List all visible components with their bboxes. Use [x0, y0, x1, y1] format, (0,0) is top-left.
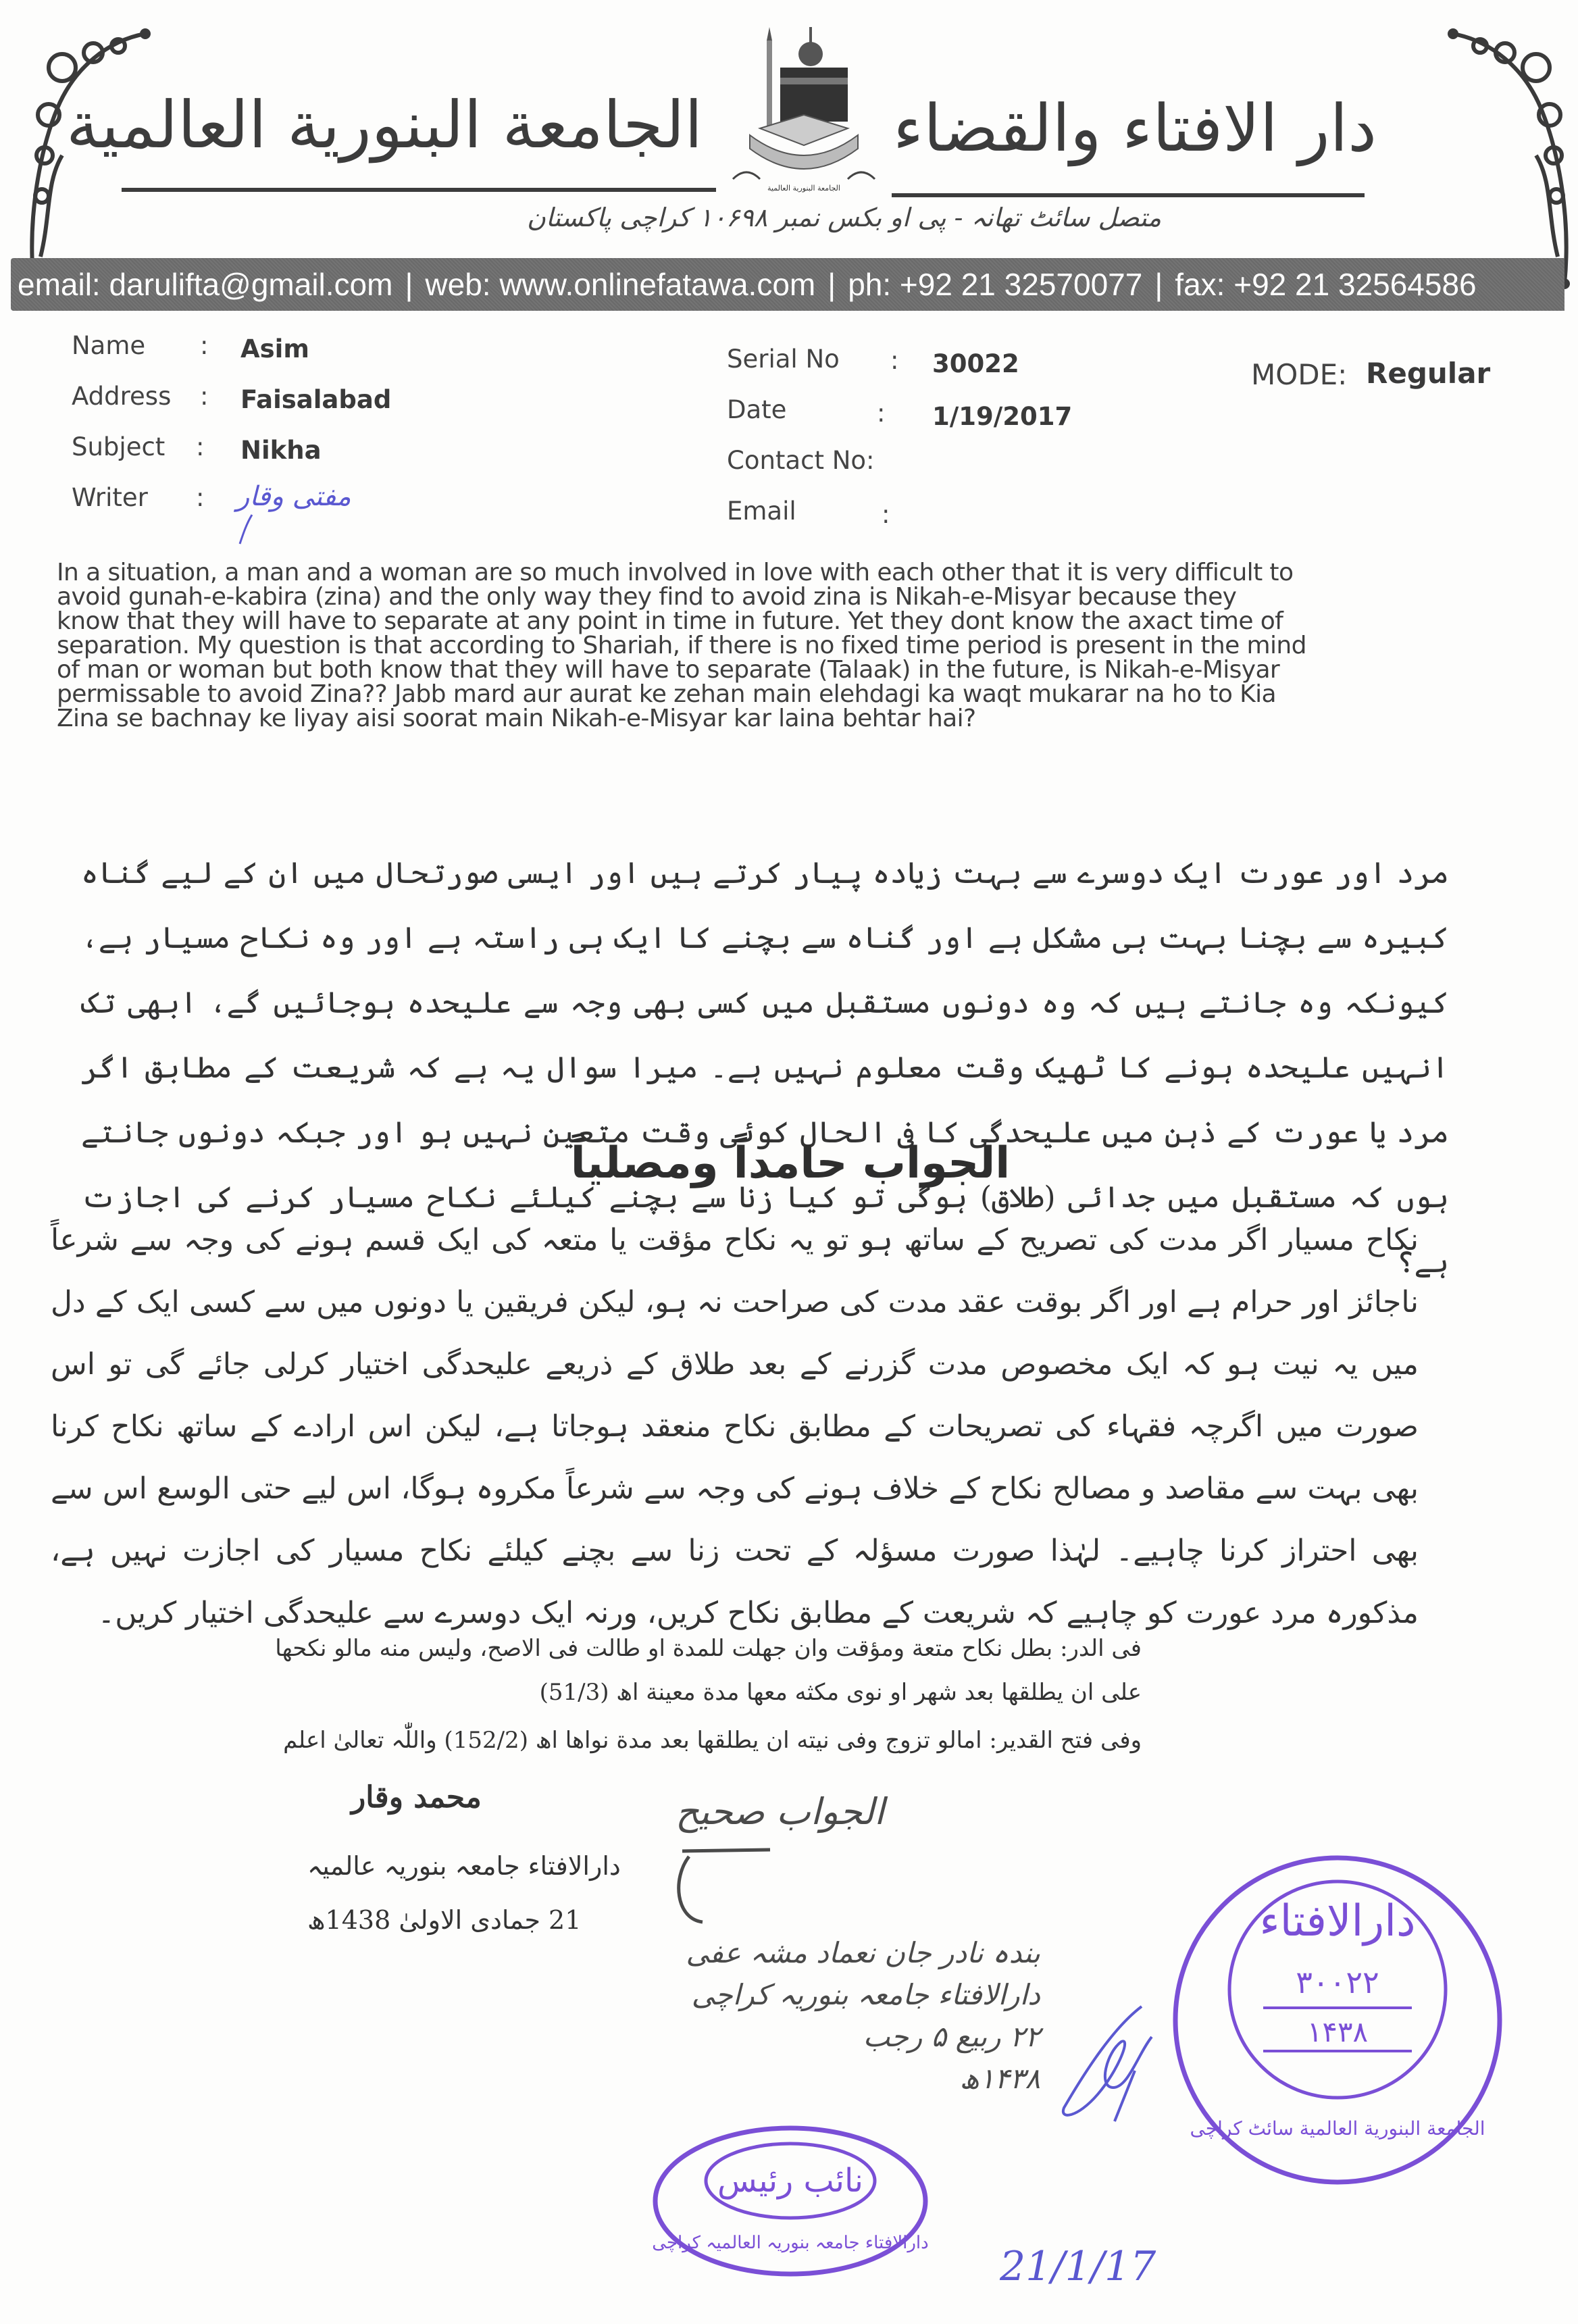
round-stamp-title: دارالافتاء	[1259, 1896, 1416, 1946]
round-stamp	[1162, 1851, 1513, 2189]
university-title-arabic: الجامعة البنورية العالمية	[66, 87, 703, 163]
answer-hijri-date: 21 جمادی الاولیٰ 1438ھ	[307, 1905, 582, 1935]
serial-value: 30022	[932, 349, 1019, 378]
contact-phone: ph: +92 21 32570077	[848, 267, 1143, 302]
writer-label: Writer	[72, 483, 148, 512]
answer-heading: الجواب حامداً ومصلیاً	[570, 1138, 1011, 1188]
header-rule-left	[122, 188, 716, 192]
question-english	[57, 561, 1475, 731]
serial-label: Serial No	[727, 345, 840, 374]
question-urdu: مرد اور عورت ایک دوسرے سے بہت زیادہ پیار کرتے ہیں اور ایسی صورتحال میں ان کے لیے گناہ کبیرہ سے بچنا بہت ہی مشکل ہے اور گناہ سے بچنے کا ایک ہی راستہ ہے اور وہ نکاح مسیار ہے، کیونکہ وہ جانتے ہیں کہ وہ دونوں مستقبل میں کسی بھی وجہ سے علیحدہ ہوجائیں گے، ابھی تک انہیں علیحدہ ہونے کا ٹھیک وقت معلوم نہیں ہے۔ میرا سوال یہ ہے کہ شریعت کے مطابق اگر مرد یا عورت کے ذہن میں علیحدگی کا فی الحال کوئی وقت متعین نہیں ہو اور جبکہ دونوں جانتے ہوں کہ مستقبل میں جدائی (طلاق) ہوگی تو کیا زنا سے بچنے کیلئے نکاح مسیار کرنے کی اجازت ہے؟	[81, 856, 1449, 1280]
endorsement-line: ۲۲ ربیع ۵ رجب	[863, 2020, 1040, 2053]
round-stamp-number: ۳۰۰۲۲	[1296, 1964, 1379, 2000]
contact-bar	[11, 258, 1564, 311]
date-colon: :	[877, 399, 886, 428]
header-rule-right	[892, 193, 1365, 197]
question-line: avoid gunah-e-kabira (zina) and the only way they find to avoid zina is Nikah-e-Misyar because they	[57, 583, 1237, 611]
oval-stamp	[648, 2121, 932, 2277]
logo-text: الجامعة البنورية العالمية	[767, 184, 840, 193]
email-colon: :	[882, 500, 890, 529]
serial-colon: :	[890, 346, 899, 375]
name-label: Name	[72, 331, 146, 360]
subject-label: Subject	[72, 432, 166, 461]
endorsement-flourish-icon	[669, 1844, 777, 1925]
contact-separator: |	[828, 267, 836, 302]
reference-durr: فی الدر: بطل نکاح متعة ومؤقت وان جهلت للمدة او طالت فی الاصح، ولیس منه مالو نکحها	[275, 1635, 1142, 1662]
ornament-corner-right-icon	[1443, 14, 1578, 297]
email-label: Email	[727, 497, 796, 526]
endorsement-line: دارالافتاء جامعہ بنوریہ کراچی	[691, 1978, 1040, 2011]
answer-body: نکاح مسیار اگر مدت کی تصریح کے ساتھ ہو تو یہ نکاح مؤقت یا متعہ کی ایک قسم ہونے کی وجہ سے شرعاً ناجائز اور حرام ہے اور اگر بوقت عقد مدت کی صراحت نہ ہو، لیکن فریقین یا دونوں میں سے کسی ایک کے دل میں یہ نیت ہو کہ ایک مخصوص مدت گزرنے کے بعد طلاق کے ذریعے علیحدگی اختیار کرلی جائے گی تو اس صورت میں اگرچہ فقہاء کی تصریحات کے مطابق نکاح منعقد ہوجاتا ہے، لیکن اس ارادے کے ساتھ نکاح کرنا بھی بہت سے مقاصد و مصالح نکاح کے خلاف ہونے کی وجہ سے شرعاً مکروہ ہوگا، اس لیے حتی الوسع اس سے بھی احتراز کرنا چاہیے۔ لہٰذا صورت مسؤلہ کے تحت زنا سے بچنے کیلئے نکاح مسیار کی اجازت نہیں ہے، مذکورہ مرد عورت کو چاہیے کہ شریعت کے مطابق نکاح کریں، ورنہ ایک دوسرے سے علیحدگی اختیار کریں۔	[51, 1223, 1419, 1630]
contact-no-label: Contact No:	[727, 446, 875, 475]
oval-stamp-ring-text: دارالافتاء جامعہ بنوریہ العالمیہ کراچی	[652, 2233, 929, 2253]
name-colon: :	[200, 331, 209, 360]
oval-stamp-title: نائب رئیس	[717, 2162, 863, 2200]
question-line: permissable to avoid Zina?? Jabb mard aur aurat ke zehan main elehdagi ka waqt mukarar na ho to Kia	[57, 680, 1276, 708]
mode-value: Regular	[1366, 357, 1491, 390]
subject-colon: :	[196, 432, 205, 461]
university-logo-icon	[730, 14, 878, 196]
name-value: Asim	[240, 334, 309, 363]
endorsement-heading: الجواب صحیح	[676, 1790, 885, 1833]
question-line: of man or woman but both know that they will have to separate (Talaak) in the future, is Nikah-e-Misyar	[57, 656, 1280, 684]
endorsement-text	[662, 1932, 1040, 2100]
writer-colon: :	[196, 483, 205, 512]
address-colon: :	[200, 382, 209, 411]
answer-author: محمد وقار	[351, 1780, 482, 1815]
question-line: In a situation, a man and a woman are so much involved in love with each other that it is very difficult to	[57, 559, 1294, 586]
department-title-arabic: دار الافتاء والقضاء	[893, 91, 1377, 166]
pen-signature	[1054, 2000, 1155, 2128]
contact-fax: fax: +92 21 32564586	[1175, 267, 1477, 302]
date-label: Date	[727, 395, 787, 424]
writer-signature: مفتی وقار	[236, 481, 351, 512]
contact-separator: |	[405, 267, 413, 302]
subject-value: Nikha	[240, 436, 322, 465]
mode-label: MODE:	[1251, 358, 1348, 391]
endorsement-line: ۱۴۳۸ھ	[959, 2062, 1040, 2095]
reference-fath-al-qadeer: وفی فتح القدیر: امالو تزوج وفی نیته ان یطلقها بعد مدة نواها اھ (152/2) واللّٰہ تعالیٰ اعلم	[283, 1727, 1142, 1754]
question-line: Zina se bachnay ke liyay aisi soorat main Nikah-e-Misyar kar laina behtar hai?	[57, 705, 976, 732]
contact-separator: |	[1154, 267, 1163, 302]
contact-email-link[interactable]: email: darulifta@gmail.com	[18, 267, 393, 302]
endorsement-line: بندہ نادر جان نعماد مشہ عفی	[686, 1936, 1040, 1969]
header-address-urdu: متصل سائٹ تھانہ - پی او بکس نمبر ۱۰۶۹۸ کراچی پاکستان	[527, 203, 1162, 232]
answer-institution: دارالافتاء جامعہ بنوریہ عالمیہ	[307, 1851, 621, 1881]
question-line: know that they will have to separate at any point in time in future. Yet they dont know the axact time of	[57, 607, 1283, 635]
handwritten-date: 21/1/17	[1000, 2243, 1156, 2290]
address-value: Faisalabad	[240, 385, 392, 414]
reference-durr-cont: علی ان یطلقها بعد شهر او نوی مکثه معها مدة معینة اھ (51/3)	[539, 1679, 1142, 1706]
contact-web-link[interactable]: web: www.onlinefatawa.com	[425, 267, 816, 302]
round-stamp-ring-text: الجامعة البنورية العالمية سائٹ کراچی	[1190, 2117, 1485, 2140]
question-line: separation. My question is that according to Shariah, if there is no fixed time period is present in the mind	[57, 632, 1306, 659]
date-value: 1/19/2017	[932, 402, 1073, 431]
round-stamp-date: ۱۴۳۸	[1306, 2015, 1369, 2048]
address-label: Address	[72, 382, 172, 411]
